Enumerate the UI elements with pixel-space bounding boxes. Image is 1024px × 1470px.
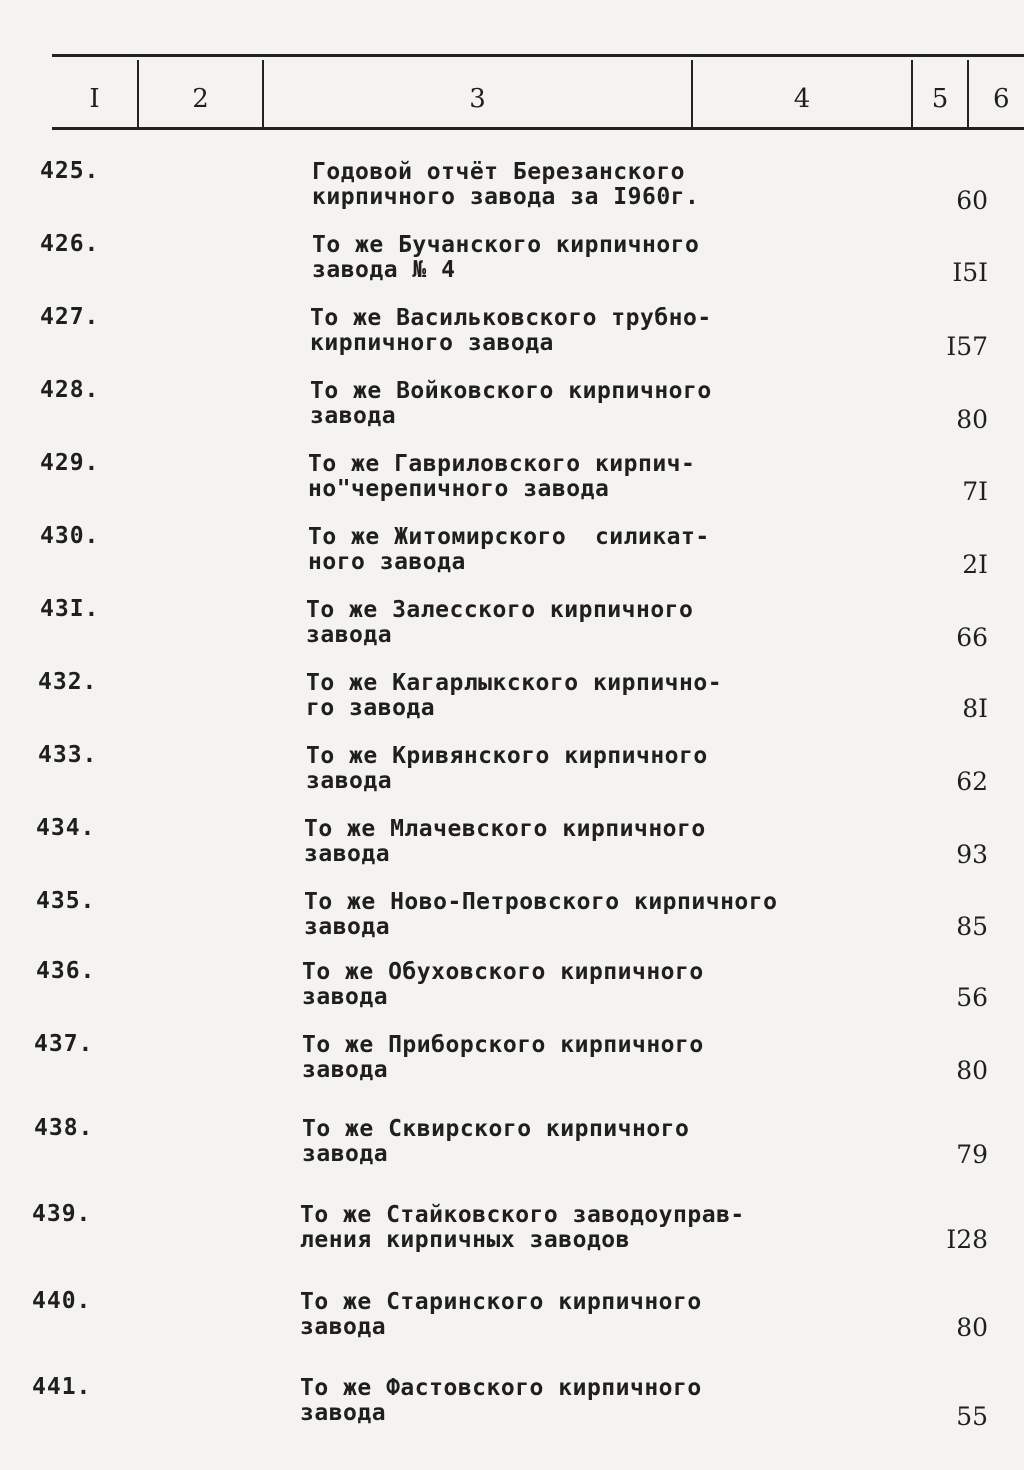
description-line-1: То же Залесского кирпичного	[306, 597, 694, 623]
row-sheet-count: I5I	[952, 258, 988, 287]
row-description	[304, 890, 777, 940]
row-description	[302, 1117, 689, 1167]
row-description	[306, 598, 693, 648]
row-sheet-count: 80	[956, 405, 988, 434]
description-line-2: но"черепичного завода	[308, 476, 610, 502]
row-description	[300, 1290, 702, 1340]
row-number: 432.	[38, 669, 98, 695]
row-sheet-count: 66	[956, 623, 988, 652]
description-line-2: го завода	[306, 695, 436, 721]
description-line-1: Годовой отчёт Березанского	[312, 159, 686, 185]
description-line-2: завода	[304, 914, 391, 940]
row-description	[300, 1376, 702, 1426]
row-sheet-count: 55	[956, 1402, 988, 1431]
row-sheet-count: 56	[956, 983, 988, 1012]
row-description	[312, 160, 699, 210]
row-number: 436.	[36, 958, 96, 984]
row-description	[312, 233, 699, 283]
description-line-2: ления кирпичных заводов	[300, 1227, 630, 1253]
row-description	[308, 452, 695, 502]
description-line-1: То же Кривянского кирпичного	[306, 743, 708, 769]
row-number: 439.	[32, 1201, 92, 1227]
description-line-1: То же Васильковского трубно-	[310, 305, 712, 331]
row-number: 437.	[34, 1031, 94, 1057]
description-line-1: То же Приборского кирпичного	[302, 1032, 704, 1058]
description-line-2: завода	[302, 984, 389, 1010]
description-line-2: завода	[306, 768, 393, 794]
row-number: 441.	[32, 1374, 92, 1400]
header-bottom-rule	[52, 127, 1024, 130]
row-sheet-count: I28	[946, 1225, 988, 1254]
row-description	[302, 960, 704, 1010]
row-sheet-count: I57	[946, 332, 988, 361]
description-line-1: То же Гавриловского кирпич-	[308, 451, 696, 477]
row-sheet-count: 80	[956, 1313, 988, 1342]
description-line-2: завода	[302, 1057, 389, 1083]
row-number: 434.	[36, 815, 96, 841]
description-line-1: То же Фастовского кирпичного	[300, 1375, 702, 1401]
column-header-3: 3	[469, 84, 486, 114]
header-top-rule	[52, 54, 1024, 57]
row-number: 435.	[36, 888, 96, 914]
column-header-6: 6	[993, 84, 1010, 114]
row-description	[306, 671, 722, 721]
description-line-1: То же Старинского кирпичного	[300, 1289, 702, 1315]
row-number: 438.	[34, 1115, 94, 1141]
row-number: 429.	[40, 450, 100, 476]
row-number: 43I.	[40, 596, 100, 622]
row-description	[306, 744, 708, 794]
row-description	[300, 1203, 745, 1253]
row-number: 428.	[40, 377, 100, 403]
description-line-1: То же Бучанского кирпичного	[312, 232, 700, 258]
row-sheet-count: 79	[956, 1140, 988, 1169]
row-sheet-count: 85	[956, 912, 988, 941]
description-line-2: ного завода	[308, 549, 466, 575]
row-sheet-count: 8I	[962, 694, 988, 723]
row-number: 430.	[40, 523, 100, 549]
row-description	[302, 1033, 704, 1083]
row-sheet-count: 7I	[962, 477, 988, 506]
description-line-1: То же Ново-Петровского кирпичного	[304, 889, 778, 915]
column-header-4: 4	[793, 84, 811, 114]
row-description	[308, 525, 710, 575]
row-number: 427.	[40, 304, 100, 330]
description-line-2: завода	[304, 841, 391, 867]
description-line-2: кирпичного завода за I960г.	[312, 184, 700, 210]
row-number: 425.	[40, 158, 100, 184]
description-line-1: То же Стайковского заводоуправ-	[300, 1202, 745, 1228]
row-sheet-count: 62	[956, 767, 988, 796]
row-number: 426.	[40, 231, 100, 257]
row-description	[310, 306, 712, 356]
row-sheet-count: 60	[956, 186, 988, 215]
description-line-2: завода	[306, 622, 393, 648]
column-header-5: 5	[931, 84, 949, 114]
description-line-1: То же Сквирского кирпичного	[302, 1116, 690, 1142]
row-sheet-count: 93	[956, 840, 988, 869]
row-sheet-count: 80	[956, 1056, 988, 1085]
header-divider	[967, 60, 969, 130]
row-number: 433.	[38, 742, 98, 768]
row-number: 440.	[32, 1288, 92, 1314]
description-line-2: завода	[300, 1400, 387, 1426]
description-line-2: кирпичного завода	[310, 330, 554, 356]
column-header-2: 2	[192, 84, 209, 114]
description-line-2: завода	[300, 1314, 387, 1340]
description-line-2: завода	[302, 1141, 389, 1167]
column-header-1: I	[89, 84, 100, 114]
description-line-2: завода № 4	[312, 257, 456, 283]
description-line-1: То же Кагарлыкского кирпично-	[306, 670, 723, 696]
description-line-1: То же Житомирского силикат-	[308, 524, 710, 550]
description-line-1: То же Войковского кирпичного	[310, 378, 712, 404]
description-line-1: То же Обуховского кирпичного	[302, 959, 704, 985]
description-line-1: То же Млачевского кирпичного	[304, 816, 706, 842]
description-line-2: завода	[310, 403, 397, 429]
row-sheet-count: 2I	[962, 550, 988, 579]
row-description	[310, 379, 712, 429]
row-description	[304, 817, 706, 867]
